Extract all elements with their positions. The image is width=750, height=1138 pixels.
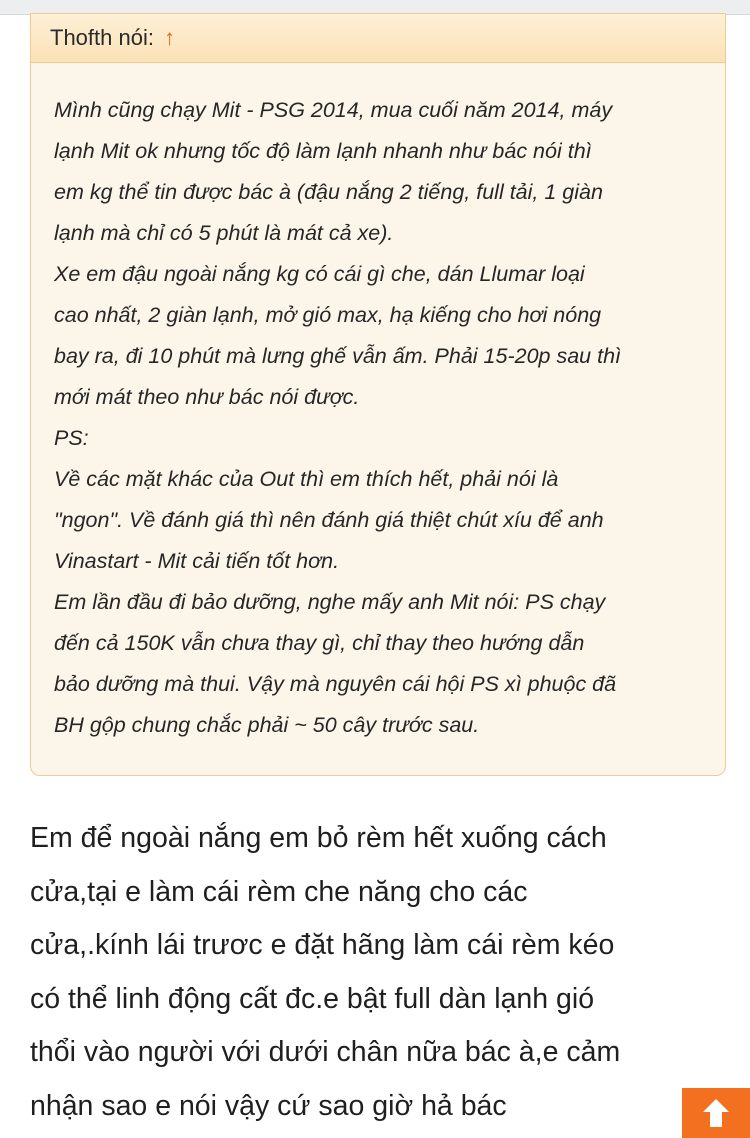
quote-line: "ngon". Về đánh giá thì nên đánh giá thiệt chút xíu để anh	[54, 508, 604, 532]
quote-line: bay ra, đi 10 phút mà lưng ghế vẫn ấm. Phải 15-20p sau thì	[54, 344, 622, 368]
quote-line: lạnh Mit ok nhưng tốc độ làm lạnh nhanh như bác nói thì	[54, 139, 592, 163]
scroll-to-top-button[interactable]	[682, 1088, 750, 1138]
reply-line: cửa,.kính lái trươc e đặt hãng làm cái rèm kéo	[30, 929, 615, 961]
reply-line: Em để ngoài nắng em bỏ rèm hết xuống cách	[30, 822, 607, 854]
quote-author: Thofth nói:	[50, 25, 154, 50]
quote-block	[30, 13, 726, 776]
quote-line: Vinastart - Mit cải tiến tốt hơn.	[54, 549, 340, 573]
up-arrow-icon[interactable]: ↑	[164, 25, 176, 50]
quote-line: đến cả 150K vẫn chưa thay gì, chỉ thay theo hướng dẫn	[54, 631, 585, 655]
quote-line: PS:	[54, 426, 89, 450]
quote-line: lạnh mà chỉ có 5 phút là mát cả xe).	[54, 221, 394, 245]
reply-line: cửa,tại e làm cái rèm che năng cho các	[30, 875, 528, 908]
quote-line: bảo dưỡng mà thui. Vậy mà nguyên cái hội PS xì phuộc đã	[54, 672, 617, 696]
quote-line: Mình cũng chạy Mit - PSG 2014, mua cuối năm 2014, máy	[54, 98, 613, 122]
quote-line: mới mát theo như bác nói được.	[54, 385, 360, 409]
quote-line: cao nhất, 2 giàn lạnh, mở gió max, hạ kiếng cho hơi nóng	[54, 303, 602, 327]
quote-line: Em lần đầu đi bảo dưỡng, nghe mấy anh Mit nói: PS chạy	[54, 590, 606, 614]
arrow-up-icon	[701, 1097, 731, 1129]
quote-line: Về các mặt khác của Out thì em thích hết, phải nói là	[54, 467, 559, 491]
reply-line: nhận sao e nói vậy cứ sao giờ hả bác	[30, 1089, 507, 1122]
quote-line: Xe em đậu ngoài nắng kg có cái gì che, dán Llumar loại	[54, 262, 585, 286]
reply-line: thổi vào người với dưới chân nữa bác à,e cảm	[30, 1036, 621, 1068]
post-reply-text	[30, 812, 730, 1133]
quote-header	[31, 14, 725, 63]
quote-line: em kg thể tin được bác à (đậu nắng 2 tiếng, full tải, 1 giàn	[54, 180, 603, 204]
quote-text	[31, 63, 725, 746]
quote-line: BH gộp chung chắc phải ~ 50 cây trước sau.	[54, 713, 480, 737]
reply-line: có thể linh động cất đc.e bật full dàn lạnh gió	[30, 982, 595, 1015]
